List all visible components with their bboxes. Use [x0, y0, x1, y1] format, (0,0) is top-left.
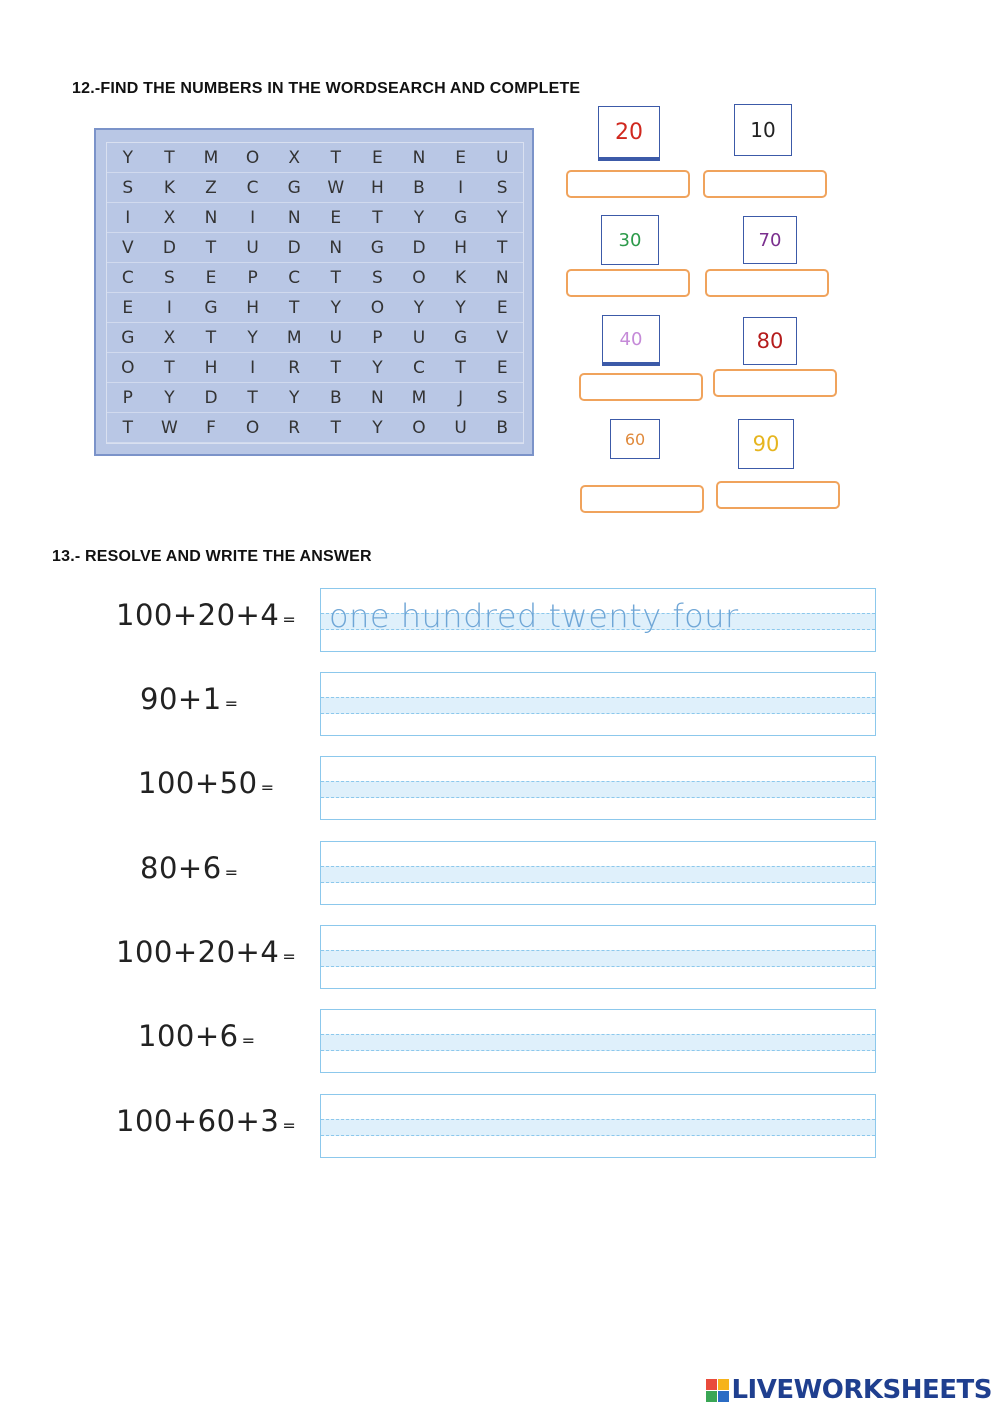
writing-guide-band	[321, 697, 875, 714]
number-answer-field[interactable]	[713, 369, 837, 397]
equals-sign: =	[260, 778, 275, 797]
number-answer-field[interactable]	[566, 269, 690, 297]
wordsearch-letter[interactable]: U	[315, 323, 357, 353]
wordsearch-letter[interactable]: T	[232, 383, 274, 413]
wordsearch-letter[interactable]: I	[107, 203, 149, 233]
wordsearch-letter[interactable]: S	[481, 383, 523, 413]
equals-sign: =	[282, 1116, 297, 1135]
answer-writing-field[interactable]	[320, 672, 876, 736]
number-answer-field[interactable]	[580, 485, 704, 513]
expression-text: 100+20+4	[116, 598, 280, 632]
wordsearch-letter[interactable]: S	[107, 173, 149, 203]
number-box: 60	[610, 419, 660, 459]
wordsearch-letter[interactable]: I	[232, 353, 274, 383]
answer-writing-field[interactable]	[320, 1094, 876, 1158]
equals-sign: =	[282, 610, 297, 629]
wordsearch-letter[interactable]: X	[149, 323, 191, 353]
wordsearch-letter[interactable]: D	[149, 233, 191, 263]
writing-guide-band	[321, 1119, 875, 1136]
wordsearch-letter[interactable]: D	[190, 383, 232, 413]
writing-guide-band	[321, 950, 875, 967]
wordsearch-letter[interactable]: E	[190, 263, 232, 293]
section-12-title: 12.-FIND THE NUMBERS IN THE WORDSEARCH AND COMPLETE	[72, 80, 581, 97]
logo-mark-square	[706, 1391, 717, 1402]
wordsearch-letter[interactable]: G	[440, 323, 482, 353]
number-box: 40	[602, 315, 660, 363]
wordsearch-letter[interactable]: H	[440, 233, 482, 263]
wordsearch-letter[interactable]: G	[273, 173, 315, 203]
wordsearch-letter[interactable]: D	[273, 233, 315, 263]
wordsearch-letter[interactable]: C	[107, 263, 149, 293]
wordsearch-letter[interactable]: S	[357, 263, 399, 293]
wordsearch-letter[interactable]: Y	[107, 143, 149, 173]
wordsearch-letter[interactable]: H	[232, 293, 274, 323]
wordsearch-letter[interactable]: I	[440, 173, 482, 203]
wordsearch-letter[interactable]: Y	[315, 293, 357, 323]
wordsearch-letter[interactable]: R	[273, 413, 315, 443]
math-expression	[140, 851, 239, 885]
wordsearch-letter[interactable]: N	[315, 233, 357, 263]
wordsearch-letter[interactable]: O	[357, 293, 399, 323]
wordsearch-letter[interactable]: T	[149, 353, 191, 383]
liveworksheets-logo-icon	[706, 1379, 729, 1402]
wordsearch-letter[interactable]: M	[273, 323, 315, 353]
number-box: 20	[598, 106, 660, 158]
number-box: 70	[743, 216, 797, 264]
wordsearch-letter[interactable]: T	[315, 263, 357, 293]
example-answer: one hundred twenty four	[329, 597, 739, 635]
wordsearch-letter[interactable]: C	[273, 263, 315, 293]
wordsearch-letter[interactable]: B	[315, 383, 357, 413]
wordsearch-letter[interactable]: T	[273, 293, 315, 323]
expression-text: 100+50	[138, 766, 258, 800]
wordsearch-letter[interactable]: U	[481, 143, 523, 173]
wordsearch-letter[interactable]: T	[481, 233, 523, 263]
number-box: 10	[734, 104, 792, 156]
wordsearch-letter[interactable]: E	[481, 353, 523, 383]
wordsearch-letter[interactable]: T	[440, 353, 482, 383]
wordsearch-letter[interactable]: T	[107, 413, 149, 443]
writing-guide-band	[321, 781, 875, 798]
wordsearch-letter[interactable]: E	[481, 293, 523, 323]
wordsearch-letter[interactable]: C	[398, 353, 440, 383]
wordsearch-letter[interactable]: E	[440, 143, 482, 173]
wordsearch-letter[interactable]: Y	[149, 383, 191, 413]
wordsearch-letter[interactable]: O	[398, 413, 440, 443]
wordsearch-letter[interactable]: P	[357, 323, 399, 353]
wordsearch-letter[interactable]: T	[149, 143, 191, 173]
writing-guide-band	[321, 1034, 875, 1051]
math-expression	[138, 766, 274, 800]
number-answer-field[interactable]	[705, 269, 829, 297]
wordsearch-letter[interactable]: B	[481, 413, 523, 443]
wordsearch-letter[interactable]: T	[190, 323, 232, 353]
wordsearch-letter[interactable]: K	[149, 173, 191, 203]
wordsearch-letter[interactable]: E	[357, 143, 399, 173]
wordsearch-letter[interactable]: D	[398, 233, 440, 263]
wordsearch-letter[interactable]: M	[398, 383, 440, 413]
wordsearch-letter[interactable]: N	[398, 143, 440, 173]
expression-text: 100+6	[138, 1019, 239, 1053]
wordsearch-letter[interactable]: O	[398, 263, 440, 293]
wordsearch-letter[interactable]: P	[232, 263, 274, 293]
wordsearch-letter[interactable]: Y	[357, 413, 399, 443]
wordsearch-letter[interactable]: Y	[398, 203, 440, 233]
wordsearch-letter[interactable]: S	[149, 263, 191, 293]
wordsearch-letter[interactable]: T	[315, 143, 357, 173]
wordsearch-letter[interactable]: O	[232, 413, 274, 443]
liveworksheets-logo	[706, 1375, 992, 1405]
number-box: 80	[743, 317, 797, 365]
equals-sign: =	[282, 947, 297, 966]
number-answer-field[interactable]	[566, 170, 690, 198]
wordsearch-letter[interactable]: H	[190, 353, 232, 383]
logo-mark-square	[718, 1391, 729, 1402]
answer-writing-field[interactable]	[320, 588, 876, 652]
wordsearch-letter[interactable]: Y	[357, 353, 399, 383]
math-expression	[116, 598, 296, 632]
wordsearch-letter[interactable]: B	[398, 173, 440, 203]
logo-mark-square	[706, 1379, 717, 1390]
wordsearch-letter[interactable]: X	[273, 143, 315, 173]
wordsearch-letter[interactable]: O	[232, 143, 274, 173]
wordsearch-letter[interactable]: S	[481, 173, 523, 203]
equals-sign: =	[241, 1031, 256, 1050]
wordsearch-letter[interactable]: V	[107, 233, 149, 263]
wordsearch-letter[interactable]: G	[440, 203, 482, 233]
wordsearch-letter[interactable]: Y	[481, 203, 523, 233]
answer-writing-field[interactable]	[320, 1009, 876, 1073]
number-answer-field[interactable]	[716, 481, 840, 509]
number-box: 90	[738, 419, 794, 469]
math-expression	[116, 1104, 296, 1138]
wordsearch-letter[interactable]: I	[232, 203, 274, 233]
wordsearch-letter[interactable]: W	[315, 173, 357, 203]
answer-writing-field[interactable]	[320, 841, 876, 905]
wordsearch-letter[interactable]: G	[357, 233, 399, 263]
wordsearch-letter[interactable]: P	[107, 383, 149, 413]
writing-guide-band	[321, 866, 875, 883]
wordsearch-letter[interactable]: Y	[440, 293, 482, 323]
wordsearch-letter[interactable]: Y	[232, 323, 274, 353]
wordsearch-letter[interactable]: G	[190, 293, 232, 323]
wordsearch-letter[interactable]: Y	[273, 383, 315, 413]
answer-writing-field[interactable]	[320, 925, 876, 989]
wordsearch-letter[interactable]: X	[149, 203, 191, 233]
wordsearch-letter[interactable]: I	[149, 293, 191, 323]
wordsearch-letter[interactable]: Z	[190, 173, 232, 203]
equals-sign: =	[224, 694, 239, 713]
wordsearch-letter[interactable]: M	[190, 143, 232, 173]
wordsearch-letter[interactable]: N	[190, 203, 232, 233]
equals-sign: =	[224, 863, 239, 882]
math-expression	[138, 1019, 256, 1053]
number-answer-field[interactable]	[579, 373, 703, 401]
wordsearch-letter[interactable]: G	[107, 323, 149, 353]
wordsearch-letter[interactable]: T	[315, 413, 357, 443]
logo-brand-text: LIVEWORKSHEETS	[731, 1375, 992, 1405]
wordsearch-letter[interactable]: J	[440, 383, 482, 413]
wordsearch-letter[interactable]: T	[357, 203, 399, 233]
wordsearch-letter[interactable]: U	[232, 233, 274, 263]
wordsearch-letter[interactable]: N	[273, 203, 315, 233]
wordsearch-letter[interactable]: O	[107, 353, 149, 383]
wordsearch-letter[interactable]: H	[357, 173, 399, 203]
wordsearch-letter[interactable]: T	[190, 233, 232, 263]
answer-writing-field[interactable]	[320, 756, 876, 820]
wordsearch-letter[interactable]: W	[149, 413, 191, 443]
expression-text: 90+1	[140, 682, 222, 716]
wordsearch-letter[interactable]: R	[273, 353, 315, 383]
wordsearch-letter[interactable]: T	[315, 353, 357, 383]
number-box: 30	[601, 215, 659, 265]
expression-text: 80+6	[140, 851, 222, 885]
wordsearch-panel	[94, 128, 534, 456]
wordsearch-letter[interactable]: E	[107, 293, 149, 323]
wordsearch-grid	[106, 142, 524, 444]
logo-mark-square	[718, 1379, 729, 1390]
wordsearch-letter[interactable]: V	[481, 323, 523, 353]
expression-text: 100+60+3	[116, 1104, 280, 1138]
wordsearch-letter[interactable]: Y	[398, 293, 440, 323]
wordsearch-letter[interactable]: E	[315, 203, 357, 233]
wordsearch-letter[interactable]: C	[232, 173, 274, 203]
section-13-title: 13.- RESOLVE AND WRITE THE ANSWER	[52, 548, 372, 565]
wordsearch-letter[interactable]: F	[190, 413, 232, 443]
expression-text: 100+20+4	[116, 935, 280, 969]
wordsearch-letter[interactable]: N	[357, 383, 399, 413]
wordsearch-letter[interactable]: N	[481, 263, 523, 293]
wordsearch-letter[interactable]: K	[440, 263, 482, 293]
wordsearch-letter[interactable]: U	[398, 323, 440, 353]
math-expression	[116, 935, 296, 969]
wordsearch-letter[interactable]: U	[440, 413, 482, 443]
math-expression	[140, 682, 239, 716]
number-answer-field[interactable]	[703, 170, 827, 198]
